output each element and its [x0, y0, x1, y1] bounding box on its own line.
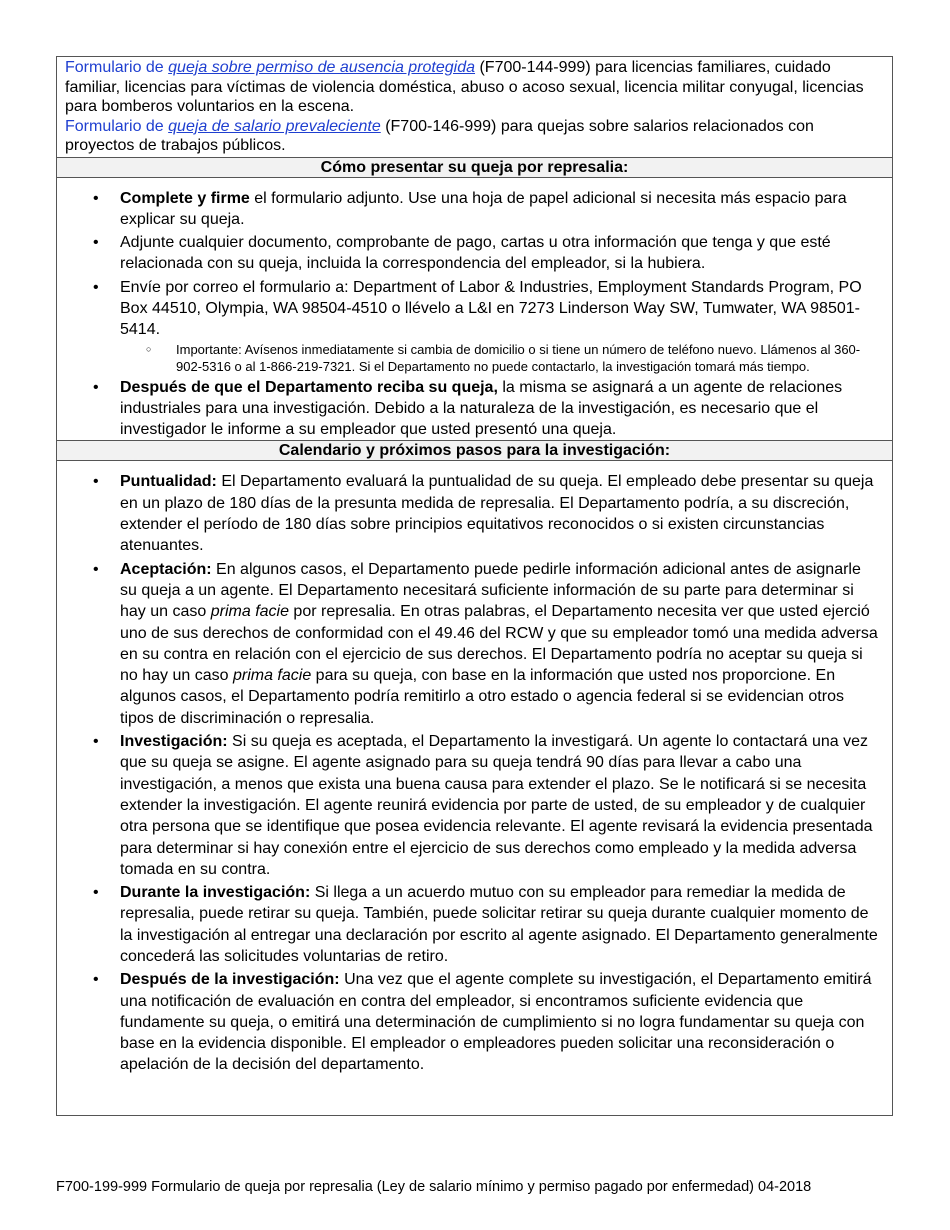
- page-footer: F700-199-999 Formulario de queja por represalia (Ley de salario mínimo y permiso pagado por enfermedad) 04-2018: [56, 1179, 812, 1195]
- item-text: Si llega a un acuerdo mutuo con su empleador para remediar la medida de represalia, puede retirar su queja. También, puede solicitar retirar su queja durante cualquier momento de la investigación al entregar una declaración por escrito al agente asignado. El Departamento generalmente concederá las solicitudes voluntarias de retiro.: [120, 884, 878, 965]
- item-text: El Departamento evaluará la puntualidad de su queja. El empleado debe presentar su queja en un plazo de 180 días de la presunta medida de represalia. El Departamento podría, a su discreción, extender el período de 180 días sobre principios equitativos reconocidos o si existen circunstancias atenuantes.: [120, 473, 874, 555]
- list-item: [57, 559, 892, 729]
- protected-leave-complaint-link[interactable]: queja sobre permiso de ausencia protegida: [168, 59, 476, 76]
- item-italic: prima facie: [210, 603, 289, 621]
- intro-text-2: (F700-146-999) para quejas sobre salarios relacionados con proyectos de trabajos públicos.: [65, 117, 814, 154]
- item-bold: Después de que el Departamento reciba su queja,: [120, 378, 498, 396]
- item-text: para su queja, con base en la información que usted nos proporcione. En algunos casos, el Departamento podría remitirlo a otro estado o agencia federal si se evidencian otros tipos de discriminación o represalia.: [120, 667, 844, 727]
- document-frame: [56, 56, 893, 1116]
- prevailing-wage-complaint-link[interactable]: queja de salario prevaleciente: [168, 117, 381, 135]
- list-item: [57, 882, 892, 967]
- sub-list-item: ○ Importante: Avísenos inmediatamente si cambia de domicilio o si tiene un número de teléfono nuevo. Llámenos al 360-902-5316 o al 1-866-219-7321. Si el Departamento no puede contactarlo, la investigación tomará más tiempo.: [120, 341, 882, 375]
- list-item: [57, 277, 892, 375]
- list-item: [57, 471, 892, 556]
- item-text: Una vez que el agente complete su investigación, el Departamento emitirá una notificación de evaluación en contra del empleador, si encontramos suficiente evidencia que fundamente su queja, o emitirá una determinación de cumplimiento si no logra fundamentar su queja con base en la evidencia disponible. El empleador o empleadores pueden solicitar una reconsideración o apelación de la decisión del departamento.: [120, 971, 872, 1074]
- section-header-timeline: Calendario y próximos pasos para la investigación:: [57, 440, 892, 461]
- intro-text-1: (F700-144-999) para licencias familiares, cuidado familiar, licencias para víctimas de violencia doméstica, abuso o acoso sexual, licencia militar conyugal, licencias para bomberos voluntarios en la escena.: [65, 59, 864, 115]
- item-italic: prima facie: [232, 667, 312, 685]
- item-text: el formulario adjunto. Use una hoja de papel adicional si necesita más espacio para explicar su queja.: [120, 189, 847, 228]
- list-item: [57, 232, 892, 275]
- intro-paragraph-2: [65, 117, 884, 156]
- intro-paragraph-1: [65, 58, 884, 117]
- item-bold: Durante la investigación:: [120, 884, 311, 902]
- how-to-file-list: [57, 188, 892, 441]
- list-item: [57, 969, 892, 1075]
- section-header-how-to-file: Cómo presentar su queja por represalia:: [57, 157, 892, 178]
- item-bold: Aceptación:: [120, 560, 212, 578]
- item-text: Si su queja es aceptada, el Departamento la investigará. Un agente lo contactará una vez que su queja se asigne. El agente asignado para su queja tendrá 90 días para llevar a cabo una investigación, a menos que exista una buena causa para extender el plazo. Se le notificará si se necesita extender la investigación. El agente reunirá evidencia por parte de usted, de su empleador y de cualquier otra persona que se identifique que posea evidencia relevante. El agente revisará la evidencia presentada para determinar si hay conexión entre el ejercicio de sus derechos como empleado y la medida adversa tomada en su contra.: [120, 733, 873, 878]
- item-bold: Complete y firme: [120, 189, 250, 207]
- item-bold: Puntualidad:: [120, 473, 217, 491]
- sub-list: [120, 341, 882, 375]
- timeline-list: [57, 471, 892, 1075]
- item-text: Envíe por correo el formulario a: Department of Labor & Industries, Employment Standards Program, PO Box 44510, Olympia, WA 98504-4510 o llévelo a L&I en 7273 Linderson Way SW, Tumwater, WA 98501-5414.: [120, 278, 862, 339]
- intro-prefix-1: Formulario de: [65, 59, 169, 76]
- list-item: [57, 731, 892, 880]
- item-text: la misma se asignará a un agente de relaciones industriales para una investigación. Debido a la naturaleza de la investigación, es necesario que el investigador le informe a su empleador que usted presentó una queja.: [120, 378, 843, 439]
- item-text: Adjunte cualquier documento, comprobante de pago, cartas u otra información que tenga y que esté relacionada con su queja, incluida la correspondencia del empleador, si la hubiera.: [120, 234, 831, 273]
- item-bold: Después de la investigación:: [120, 971, 340, 989]
- intro-block: [57, 57, 892, 156]
- list-item: [57, 377, 892, 441]
- list-item: [57, 188, 892, 231]
- intro-prefix-2: Formulario de: [65, 117, 169, 135]
- item-text: En algunos casos, el Departamento puede pedirle información adicional antes de asignarle su queja a un agente. El Departamento necesitará suficiente información de su parte para determinar si hay un caso: [120, 560, 861, 621]
- item-text: por represalia. En otras palabras, el Departamento necesita ver que usted ejerció uno de sus derechos de conformidad con el 49.46 del RCW y que su empleador tomó una medida adversa en su contra en relación con el ejercicio de sus derechos. El Departamento podría no aceptar su queja si no hay un caso: [120, 603, 878, 685]
- item-bold: Investigación:: [120, 733, 228, 751]
